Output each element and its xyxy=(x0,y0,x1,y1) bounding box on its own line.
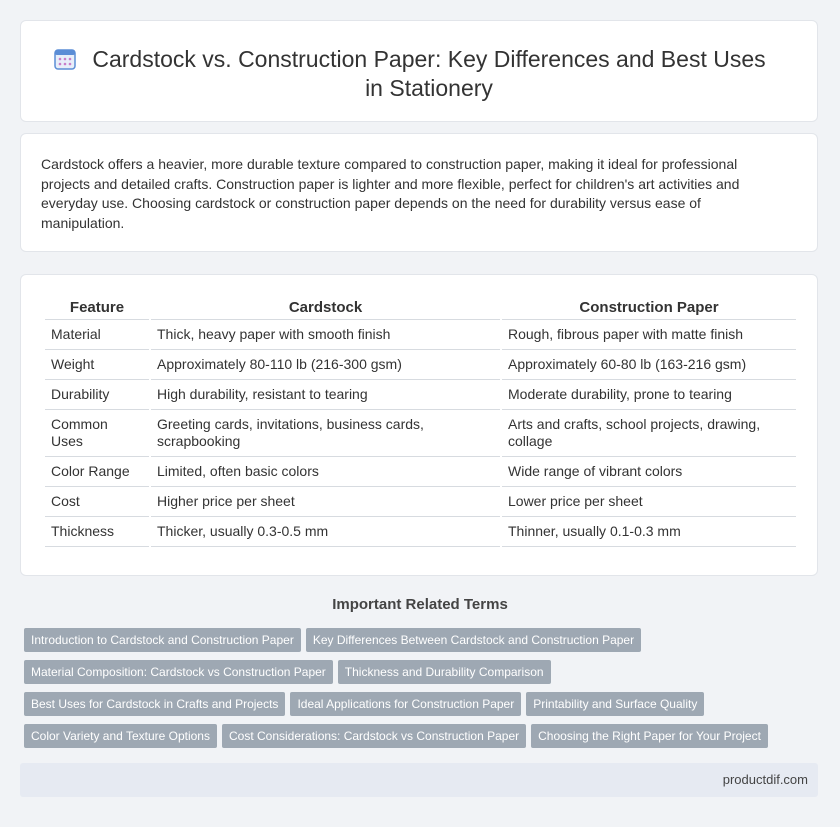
related-term-tag[interactable]: Best Uses for Cardstock in Crafts and Projects xyxy=(24,692,285,716)
construction-paper-cell: Thinner, usually 0.1-0.3 mm xyxy=(502,517,796,547)
construction-paper-cell: Approximately 60-80 lb (163-216 gsm) xyxy=(502,350,796,380)
table-row xyxy=(45,410,796,457)
cardstock-cell: Limited, often basic colors xyxy=(151,457,500,487)
table-row xyxy=(45,517,796,547)
column-header-construction-paper: Construction Paper xyxy=(502,295,796,320)
page-title: Cardstock vs. Construction Paper: Key Differences and Best Uses in Stationery xyxy=(92,46,766,101)
related-terms-list xyxy=(24,628,804,756)
construction-paper-cell: Wide range of vibrant colors xyxy=(502,457,796,487)
table-row xyxy=(45,320,796,350)
tag-row xyxy=(24,628,804,660)
comparison-table-card xyxy=(20,274,818,576)
related-term-tag[interactable]: Cost Considerations: Cardstock vs Construction Paper xyxy=(222,724,526,748)
feature-cell: Weight xyxy=(45,350,149,380)
table-row xyxy=(45,457,796,487)
cardstock-cell: Higher price per sheet xyxy=(151,487,500,517)
table-row xyxy=(45,487,796,517)
related-term-tag[interactable]: Thickness and Durability Comparison xyxy=(338,660,551,684)
column-header-feature: Feature xyxy=(45,295,149,320)
construction-paper-cell: Rough, fibrous paper with matte finish xyxy=(502,320,796,350)
tag-row xyxy=(24,692,804,724)
cardstock-cell: Greeting cards, invitations, business cards, scrapbooking xyxy=(151,410,500,457)
cardstock-cell: Thicker, usually 0.3-0.5 mm xyxy=(151,517,500,547)
tag-row xyxy=(24,724,804,756)
feature-cell: Durability xyxy=(45,380,149,410)
related-term-tag[interactable]: Material Composition: Cardstock vs Construction Paper xyxy=(24,660,333,684)
feature-cell: Cost xyxy=(45,487,149,517)
table-row xyxy=(45,350,796,380)
related-term-tag[interactable]: Printability and Surface Quality xyxy=(526,692,704,716)
table-header-row xyxy=(45,295,796,320)
cardstock-cell: Thick, heavy paper with smooth finish xyxy=(151,320,500,350)
table-row xyxy=(45,380,796,410)
related-term-tag[interactable]: Key Differences Between Cardstock and Construction Paper xyxy=(306,628,641,652)
title-card xyxy=(20,20,818,122)
footer xyxy=(20,763,818,797)
footer-site-link[interactable]: productdif.com xyxy=(722,772,808,787)
column-header-cardstock: Cardstock xyxy=(151,295,500,320)
intro-paragraph: Cardstock offers a heavier, more durable texture compared to construction paper, making it ideal for professional projects and detailed crafts. Construction paper is lighter and more flexible, perfect for children's art activities and everyday use. Choosing cardstock or construction paper depends on the need for durability versus ease of manipulation. xyxy=(41,156,740,231)
related-term-tag[interactable]: Introduction to Cardstock and Construction Paper xyxy=(24,628,301,652)
feature-cell: Material xyxy=(45,320,149,350)
feature-cell: Color Range xyxy=(45,457,149,487)
related-terms-title: Important Related Terms xyxy=(332,596,508,613)
related-term-tag[interactable]: Ideal Applications for Construction Paper xyxy=(290,692,521,716)
tag-row xyxy=(24,660,804,692)
construction-paper-cell: Arts and crafts, school projects, drawing, collage xyxy=(502,410,796,457)
intro-card xyxy=(20,133,818,252)
construction-paper-cell: Lower price per sheet xyxy=(502,487,796,517)
construction-paper-cell: Moderate durability, prone to tearing xyxy=(502,380,796,410)
cardstock-cell: Approximately 80-110 lb (216-300 gsm) xyxy=(151,350,500,380)
cardstock-cell: High durability, resistant to tearing xyxy=(151,380,500,410)
feature-cell: Common Uses xyxy=(45,410,149,457)
comparison-table xyxy=(43,295,798,547)
feature-cell: Thickness xyxy=(45,517,149,547)
related-term-tag[interactable]: Choosing the Right Paper for Your Project xyxy=(531,724,768,748)
related-term-tag[interactable]: Color Variety and Texture Options xyxy=(24,724,217,748)
